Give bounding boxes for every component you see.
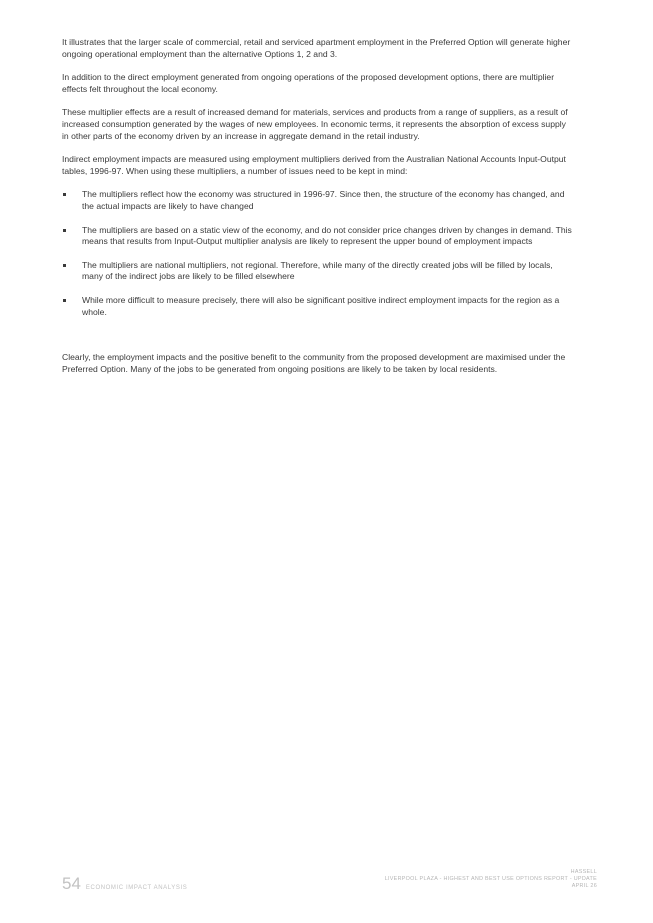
paragraph-1: It illustrates that the larger scale of commercial, retail and serviced apartment employment in the Preferred Option will generate higher ongoing operational employment than the alternative Options 1, 2 and 3.	[62, 37, 571, 59]
bullet-square-icon	[63, 229, 66, 232]
footer-date: APRIL 26	[571, 883, 597, 889]
footer-right	[385, 869, 597, 890]
paragraph-4: Indirect employment impacts are measured using employment multipliers derived from the Australian National Accounts Input-Output tables, 1996-97. When using these multipliers, a number of issues need to be kept in mind:	[62, 154, 566, 176]
bullet-square-icon	[63, 264, 66, 267]
bullet-text: The multipliers reflect how the economy was structured in 1996-97. Since then, the structure of the economy has changed, and the actual impacts are likely to have changed	[82, 189, 565, 211]
bullet-item	[62, 295, 572, 318]
body-text	[62, 37, 572, 387]
paragraph-2: In addition to the direct employment generated from ongoing operations of the proposed development options, there are multiplier effects felt throughout the local economy.	[62, 72, 555, 94]
bullet-square-icon	[63, 299, 66, 302]
footer-report-title: LIVERPOOL PLAZA - HIGHEST AND BEST USE OPTIONS REPORT - UPDATE	[384, 876, 597, 882]
bullet-item	[62, 225, 572, 248]
bullet-text: While more difficult to measure precisely, there will also be significant positive indirect employment impacts for the region as a whole.	[82, 294, 560, 317]
bullet-square-icon	[63, 193, 66, 196]
bullet-text: The multipliers are national multipliers, not regional. Therefore, while many of the directly created jobs will be filled by locals, many of the indirect jobs are likely to be filled elsewhere	[82, 259, 553, 282]
section-name: ECONOMIC IMPACT ANALYSIS	[85, 885, 188, 891]
bullet-item	[62, 189, 572, 212]
bullet-text: The multipliers are based on a static view of the economy, and do not consider price changes driven by changes in demand. This means that results from Input-Output multiplier analysis are likely to represent the upper bound of employment impacts	[82, 224, 572, 247]
issues-bullet-list	[62, 189, 572, 318]
paragraph-3: These multiplier effects are a result of increased demand for materials, services and products from a range of suppliers, as a result of increased consumption generated by the wages of new employees. In economic terms, it represents the absorption of excess supply in other parts of the economy driven by an increase in aggregate demand in the retail industry.	[62, 107, 568, 141]
footer-left	[62, 874, 187, 894]
closing-paragraph: Clearly, the employment impacts and the positive benefit to the community from the proposed development are maximised under the Preferred Option. Many of the jobs to be generated from ongoing positions are likely to be taken by local residents.	[62, 352, 566, 374]
bullet-item	[62, 260, 572, 283]
footer-company: HASSELL	[570, 869, 597, 875]
page-number: 54	[62, 874, 81, 893]
